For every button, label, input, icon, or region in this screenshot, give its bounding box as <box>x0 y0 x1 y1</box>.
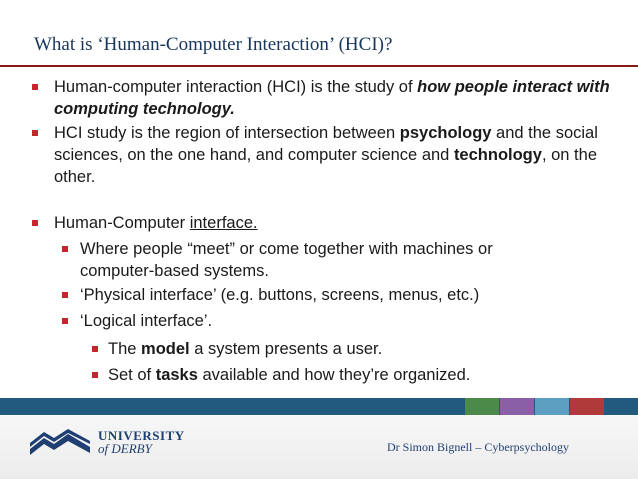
university-logo <box>30 428 185 460</box>
footer-color-band <box>0 398 638 415</box>
bullet-text: model <box>141 340 190 358</box>
university-of-derby-logo-icon <box>30 429 90 455</box>
bullet-level-2 <box>80 238 550 282</box>
bullet-text: available and how they’re organized. <box>197 366 471 384</box>
bullet-level-2 <box>80 310 580 332</box>
title-divider <box>0 65 638 67</box>
author-credit: Dr Simon Bignell – Cyberpsychology <box>387 440 569 454</box>
band-block-purple <box>500 398 534 415</box>
logo-text <box>98 429 185 455</box>
bullet-marker-icon <box>32 130 38 136</box>
bullet-text: how people interact with computing technology. <box>54 78 610 118</box>
bullet-text: , on the other. <box>54 146 597 186</box>
bullet-text: Human-computer interaction (HCI) is the study of <box>54 78 418 96</box>
logo-line-2: of DERBY <box>98 441 152 456</box>
slide-title: What is ‘Human-Computer Interaction’ (HCI)? <box>34 34 393 55</box>
bullet-text: interface. <box>189 214 258 232</box>
bullet-text: Set of <box>108 366 156 384</box>
bullet-marker-icon <box>62 246 68 252</box>
bullet-marker-icon <box>62 318 68 324</box>
logo-line-1: UNIVERSITY <box>98 428 185 443</box>
bullet-marker-icon <box>92 372 98 378</box>
band-block-red <box>570 398 604 415</box>
bullet-level-3 <box>108 364 588 386</box>
bullet-level-2 <box>80 284 580 306</box>
bullet-level-1 <box>54 212 614 234</box>
bullet-text: tasks <box>155 366 198 384</box>
bullet-text: a system presents a user. <box>189 340 383 358</box>
bullet-text: Where people “meet” or come together with machines or computer-based systems. <box>80 240 493 280</box>
bullet-text: technology <box>453 146 542 164</box>
bullet-text: Human-Computer <box>54 214 190 232</box>
bullet-text: ‘Logical interface’. <box>80 312 213 330</box>
bullet-level-1 <box>54 122 614 188</box>
band-block-green <box>465 398 499 415</box>
bullet-marker-icon <box>32 220 38 226</box>
bullet-marker-icon <box>92 346 98 352</box>
bullet-marker-icon <box>62 292 68 298</box>
bullet-text: HCI study is the region of intersection between <box>54 124 400 142</box>
bullet-text: ‘Physical interface’ (e.g. buttons, screens, menus, etc.) <box>80 286 480 304</box>
bullet-text: psychology <box>399 124 492 142</box>
bullet-text: The <box>108 340 142 358</box>
band-block-blue <box>535 398 569 415</box>
bullet-level-1 <box>54 76 614 120</box>
bullet-level-3 <box>108 338 588 360</box>
bullet-text: and the social sciences, on the one hand, and computer science and <box>54 124 598 164</box>
bullet-marker-icon <box>32 84 38 90</box>
